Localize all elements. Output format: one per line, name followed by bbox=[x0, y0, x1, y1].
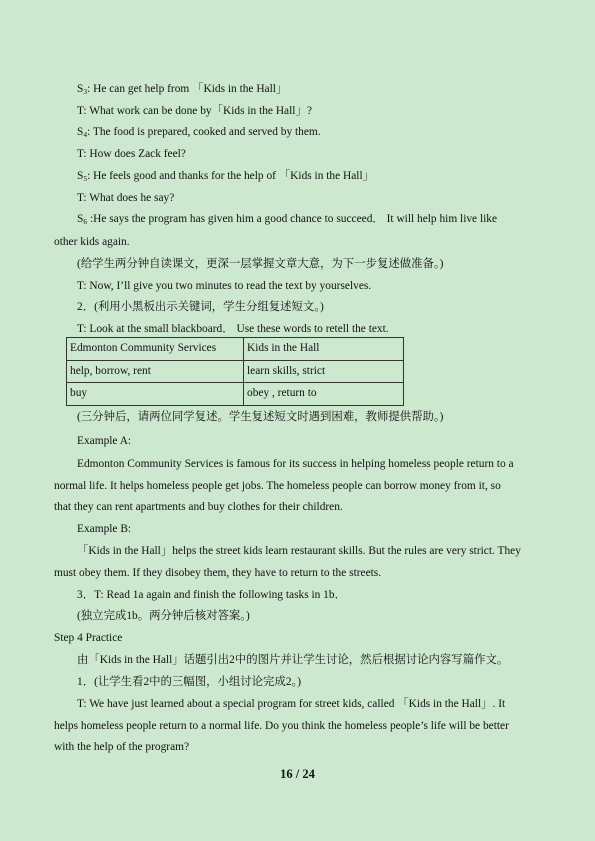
example-a-line: Edmonton Community Services is famous for its success in helping homeless people return to a bbox=[77, 458, 514, 470]
dialog-line-t3: T: What does he say? bbox=[77, 192, 175, 204]
dialog-text: : He can get help from 「Kids in the Hall」 bbox=[87, 83, 288, 95]
dialog-line-s3 bbox=[77, 82, 287, 99]
table-row bbox=[67, 338, 404, 361]
section-heading: Step 4 Practice bbox=[54, 632, 123, 644]
practice-teacher-line: T: We have just learned about a special program for street kids, called 「Kids in the Hall」. It bbox=[77, 698, 506, 710]
speaker-number: 4 bbox=[83, 130, 88, 139]
keywords-table bbox=[66, 337, 404, 406]
example-a-label: Example A: bbox=[77, 435, 132, 447]
table-cell: Kids in the Hall bbox=[244, 338, 404, 361]
dialog-line-s4 bbox=[77, 125, 321, 142]
speaker: S bbox=[77, 126, 84, 138]
table-cell: obey , return to bbox=[244, 383, 404, 406]
step-3-note: (独立完成1b。两分钟后核对答案。) bbox=[77, 610, 250, 622]
retell-note: (三分钟后，请两位同学复述。学生复述短文时遇到困难，教师提供帮助。) bbox=[77, 411, 444, 423]
speaker: S bbox=[77, 213, 84, 225]
example-b-line: must obey them. If they disobey them, they have to return to the streets. bbox=[54, 567, 382, 579]
speaker-number: 3 bbox=[83, 87, 88, 96]
table-row bbox=[67, 360, 404, 383]
dialog-line-t2: T: How does Zack feel? bbox=[77, 148, 186, 160]
example-a-line: that they can rent apartments and buy clothes for their children. bbox=[54, 501, 343, 513]
page-number: 16 / 24 bbox=[280, 767, 315, 781]
table-cell: help, borrow, rent bbox=[67, 360, 244, 383]
example-a-line: normal life. It helps homeless people get jobs. The homeless people can borrow money from it, so bbox=[54, 480, 501, 492]
dialog-line-t1: T: What work can be done by「Kids in the Hall」? bbox=[77, 105, 312, 117]
table-cell: buy bbox=[67, 383, 244, 406]
practice-teacher-line: helps homeless people return to a normal life. Do you think the homeless people’s life will be better bbox=[54, 720, 509, 732]
step-2-note: 2．(利用小黑板出示关键词，学生分组复述短文。) bbox=[77, 301, 324, 313]
speaker: S bbox=[77, 170, 84, 182]
practice-teacher-line: with the help of the program? bbox=[54, 741, 190, 753]
practice-intro: 由「Kids in the Hall」话题引出2中的图片并让学生讨论，然后根据讨论内容写篇作文。 bbox=[77, 654, 509, 666]
table-row bbox=[67, 383, 404, 406]
dialog-line-s6-cont: other kids again. bbox=[54, 236, 130, 248]
table-cell: learn skills, strict bbox=[244, 360, 404, 383]
step-3-instruction: 3．T: Read 1a again and finish the following tasks in 1b． bbox=[77, 589, 346, 601]
speaker-number: 6 bbox=[83, 217, 88, 226]
teacher-read-instruction: T: Now, I’ll give you two minutes to read the text by yourselves. bbox=[77, 280, 372, 292]
reading-note: (给学生两分钟自读课文，更深一层掌握文章大意，为下一步复述做准备。) bbox=[77, 258, 444, 270]
dialog-line-s5 bbox=[77, 169, 374, 186]
dialog-text: : He feels good and thanks for the help of 「Kids in the Hall」 bbox=[87, 170, 375, 182]
dialog-text: :He says the program has given him a good chance to succeed． It will help him live like bbox=[87, 213, 498, 225]
practice-step-1: 1．(让学生看2中的三幅图，小组讨论完成2。) bbox=[77, 676, 302, 688]
dialog-line-s6 bbox=[77, 212, 497, 229]
example-b-label: Example B: bbox=[77, 523, 132, 535]
example-b-line: 「Kids in the Hall」helps the street kids learn restaurant skills. But the rules are very strict. They bbox=[77, 545, 521, 557]
speaker: S bbox=[77, 83, 84, 95]
speaker-number: 5 bbox=[83, 174, 88, 183]
table-cell: Edmonton Community Services bbox=[67, 338, 244, 361]
dialog-text: : The food is prepared, cooked and served by them. bbox=[87, 126, 321, 138]
teacher-blackboard-instruction: T: Look at the small blackboard． Use these words to retell the text. bbox=[77, 323, 389, 335]
